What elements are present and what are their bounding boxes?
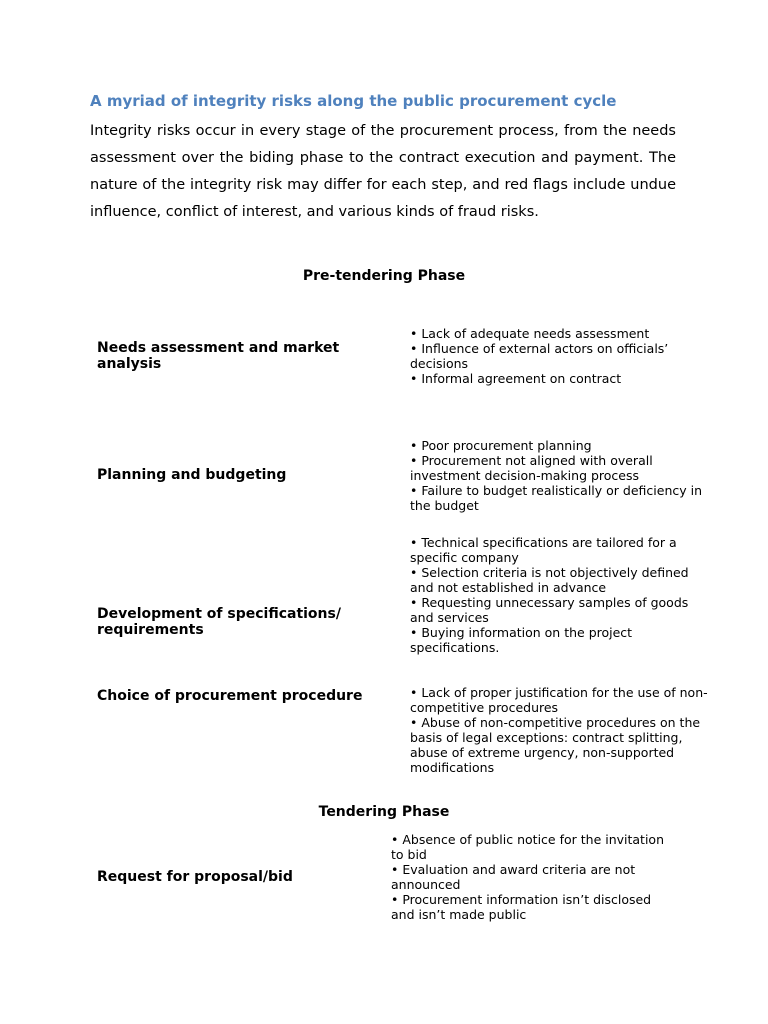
risk-list-needs-assessment: [410, 326, 700, 386]
risk-item: • Procurement not aligned with overall investment decision-making process: [410, 453, 653, 483]
intro-paragraph: Integrity risks occur in every stage of the procurement process, from the needs assessment over the biding phase to the contract execution and payment. The nature of the integrity risk may differ for each step, and red flags include undue influence, conflict of interest, and various kinds of fraud risks.: [90, 123, 676, 220]
risk-list-request-for-proposal: [391, 832, 676, 922]
row-label-procedure: Choice of procurement procedure: [97, 688, 363, 704]
row-label-needs-assessment: Needs assessment and market analysis: [97, 340, 340, 372]
risk-item: • Requesting unnecessary samples of goods and services: [410, 595, 689, 625]
risk-list-specifications: [410, 535, 700, 655]
risk-item: • Informal agreement on contract: [410, 371, 622, 386]
risk-item: • Absence of public notice for the invitation to bid: [391, 832, 664, 862]
risk-list-procedure: [410, 685, 715, 775]
risk-item: • Selection criteria is not objectively defined and not established in advance: [410, 565, 689, 595]
pre-tendering-phase-title: Pre-tendering Phase: [302, 268, 466, 284]
row-label-request-for-proposal: Request for proposal/bid: [97, 869, 293, 885]
row-label-specifications: Development of specifications/ requirements: [97, 606, 341, 638]
risk-item: • Failure to budget realistically or deficiency in the budget: [410, 483, 703, 513]
risk-list-planning: [410, 438, 710, 513]
risk-item: • Lack of proper justification for the use of non-competitive procedures: [410, 685, 708, 715]
risk-item: • Lack of adequate needs assessment: [410, 326, 650, 341]
risk-item: • Buying information on the project specifications.: [410, 625, 633, 655]
section-heading: A myriad of integrity risks along the public procurement cycle: [90, 92, 617, 110]
risk-item: • Technical specifications are tailored for a specific company: [410, 535, 677, 565]
risk-item: • Influence of external actors on officials’ decisions: [410, 341, 669, 371]
risk-item: • Evaluation and award criteria are not announced: [391, 862, 636, 892]
tendering-phase-title: Tendering Phase: [318, 804, 450, 820]
risk-item: • Abuse of non-competitive procedures on the basis of legal exceptions: contract splitting, abuse of extreme urgency, non-supported modifications: [410, 715, 701, 775]
risk-item: • Poor procurement planning: [410, 438, 592, 453]
row-label-planning: Planning and budgeting: [97, 467, 287, 483]
risk-item: • Procurement information isn’t disclosed and isn’t made public: [391, 892, 652, 922]
